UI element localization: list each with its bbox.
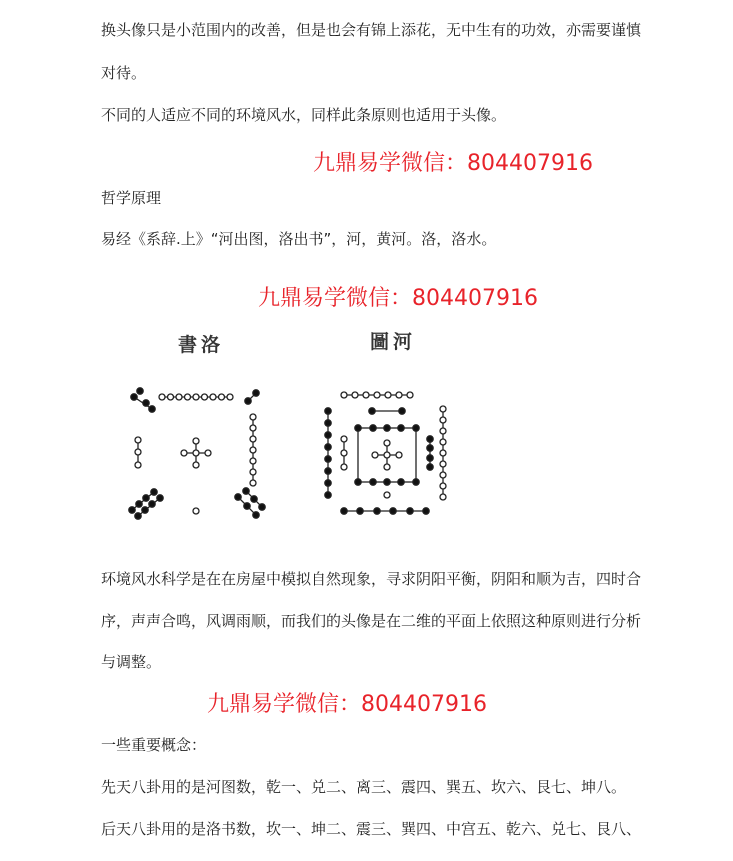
- watermark-2: 九鼎易学微信：804407916: [258, 286, 538, 311]
- paragraph-5-line-3: 与调整。: [101, 653, 162, 671]
- hetu-luoshu-diagram: [120, 325, 460, 525]
- paragraph-2: 不同的人适应不同的环境风水，同样此条原则也适用于头像。: [101, 106, 507, 124]
- hetu-luoshu-figure: [120, 325, 460, 525]
- watermark-3: 九鼎易学微信：804407916: [207, 692, 487, 717]
- paragraph-6: 一些重要概念：: [101, 736, 207, 754]
- hetu-diagram: [325, 392, 446, 514]
- luoshu-caption: 書洛: [178, 334, 225, 356]
- paragraph-1-line-1: 换头像只是小范围内的改善，但是也会有锦上添花，无中生有的功效，亦需要谨慎: [101, 21, 642, 39]
- paragraph-1-line-2: 对待。: [101, 64, 147, 82]
- luoshu-diagram: [129, 388, 265, 519]
- paragraph-3-heading: 哲学原理: [101, 189, 162, 207]
- paragraph-5-line-2: 序，声声合鸣，风调雨顺，而我们的头像是在二维的平面上依照这种原则进行分析: [101, 612, 642, 630]
- hetu-caption: 圖河: [370, 331, 417, 353]
- paragraph-7: 先天八卦用的是河图数，乾一、兑二、离三、震四、巽五、坎六、艮七、坤八。: [101, 778, 627, 796]
- paragraph-8: 后天八卦用的是洛书数，坎一、坤二、震三、巽四、中宫五、乾六、兑七、艮八、: [101, 820, 642, 838]
- watermark-1: 九鼎易学微信：804407916: [313, 151, 593, 176]
- paragraph-4: 易经《系辞.上》“河出图，洛出书”，河，黄河。洛，洛水。: [101, 230, 497, 248]
- paragraph-5-line-1: 环境风水科学是在在房屋中模拟自然现象，寻求阴阳平衡，阴阳和顺为吉，四时合: [101, 570, 642, 588]
